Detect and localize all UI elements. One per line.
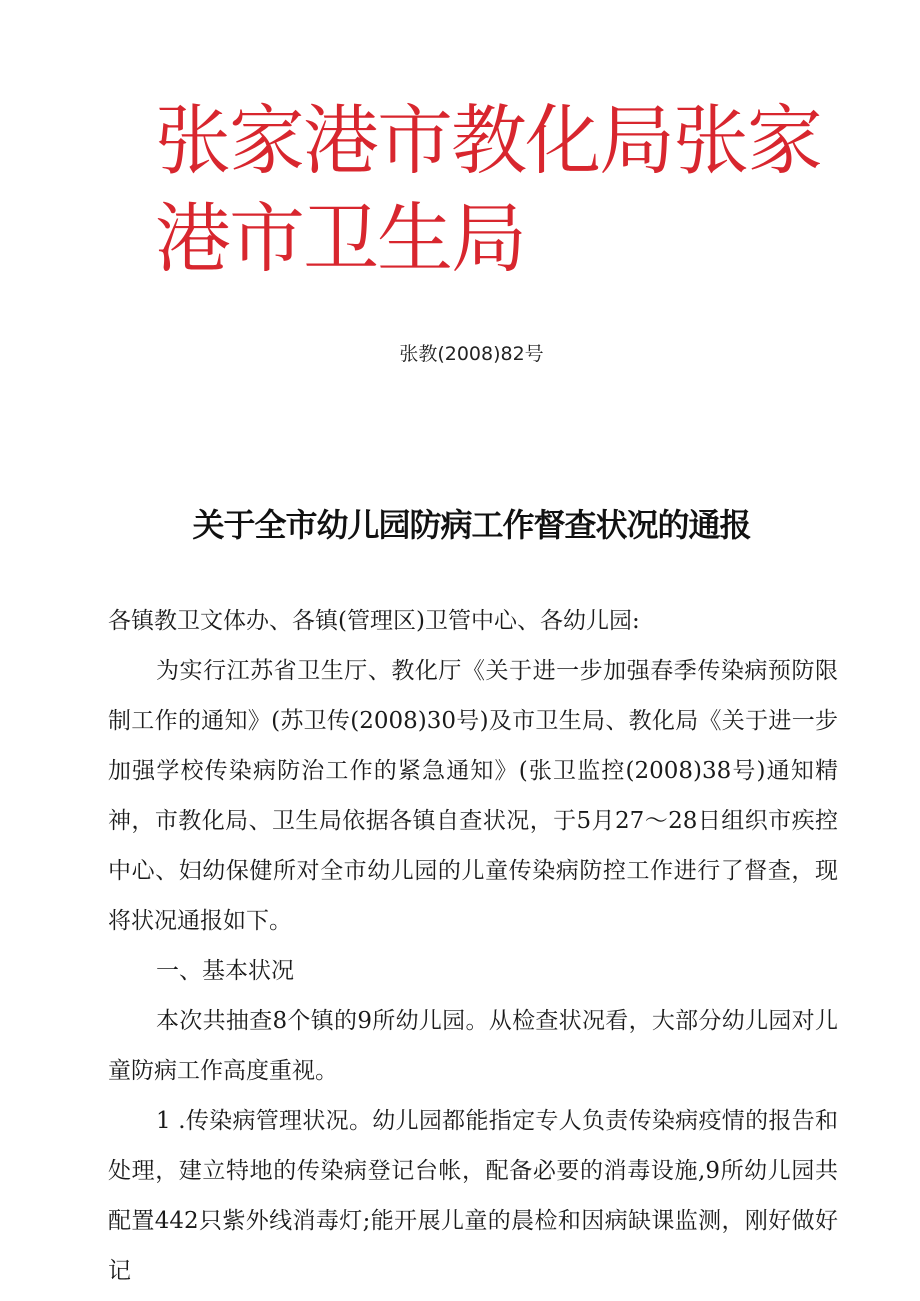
salutation: 各镇教卫文体办、各镇(管理区)卫管中心、各幼儿园: (108, 608, 640, 634)
section-heading: 一、基本状况 (156, 958, 294, 984)
body-paragraph: 为实行江苏省卫生厅、教化厅《关于进一步加强春季传染病预防限制工作的通知》(苏卫传(2008)30号)及市卫生局、教化局《关于进一步加强学校传染病防治工作的紧急通知》(张卫监控(2008)38号)通知精神，市教化局、卫生局依据各镇自查状况，于5月27～28日组织市疾控中心、妇幼保健所对全市幼儿园的儿童传染病防控工作进行了督查，现将状况通报如下。 (108, 658, 838, 934)
body-paragraph: 本次共抽查8个镇的9所幼儿园。从检查状况看，大部分幼儿园对儿童防病工作高度重视。 (108, 1008, 838, 1084)
issuer-red-header: 张家港市教化局张家港市卫生局 (155, 96, 821, 283)
document-body (108, 596, 838, 1296)
document-title: 关于全市幼儿园防病工作督查状况的通报 (192, 506, 751, 544)
document-number: 张教(2008)82号 (399, 343, 544, 365)
body-paragraph: 1 .传染病管理状况。幼儿园都能指定专人负责传染病疫情的报告和处理，建立特地的传染病登记台帐，配备必要的消毒设施,9所幼儿园共配置442只紫外线消毒灯;能开展儿童的晨检和因病缺课监测，刚好做好记 (108, 1108, 838, 1284)
